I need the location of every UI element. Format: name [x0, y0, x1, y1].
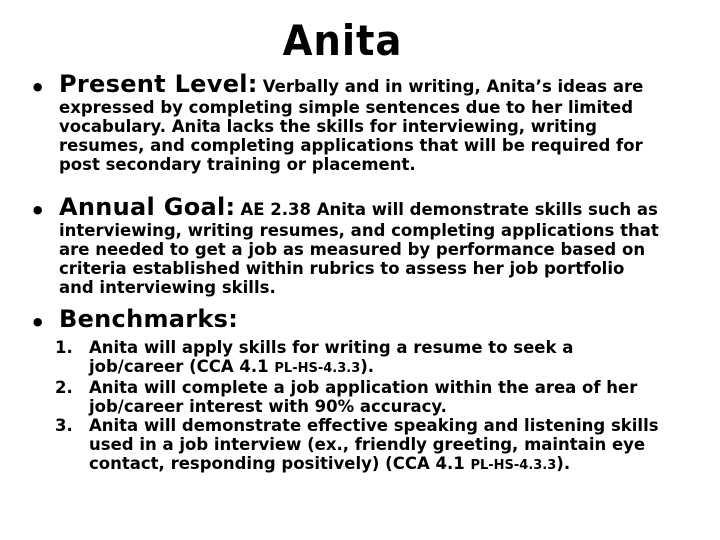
benchmark-text: contact, responding positively) (CCA 4.1 — [89, 454, 471, 473]
annual-goal-line: are needed to get a job as measured by performance based on — [59, 240, 646, 259]
bullet-icon: • — [30, 197, 46, 225]
present-level-section — [30, 70, 690, 185]
present-level-line: expressed by completing simple sentences due to her limited — [59, 98, 634, 117]
standard-code: PL-HS-4.3.3 — [470, 458, 557, 473]
benchmark-number: 3. — [55, 416, 73, 435]
annual-goal-heading: Annual Goal: — [59, 193, 236, 221]
benchmark-line: Anita will apply skills for writing a resume to seek a — [89, 338, 574, 357]
present-level-line: vocabulary. Anita lacks the skills for interviewing, writing — [59, 117, 597, 136]
annual-goal-line: criteria established within rubrics to assess her job portfolio — [59, 259, 625, 278]
annual-goal-lead: AE 2.38 Anita will demonstrate skills such as — [240, 200, 658, 219]
benchmark-item — [55, 416, 685, 475]
benchmark-item — [55, 338, 685, 378]
benchmarks-heading: Benchmarks: — [59, 305, 239, 333]
benchmark-number: 2. — [55, 378, 73, 397]
benchmark-text: ). — [360, 357, 375, 376]
benchmark-line — [89, 357, 685, 378]
annual-goal-line: and interviewing skills. — [59, 278, 276, 297]
present-level-lead: Verbally and in writing, Anita’s ideas are — [262, 77, 644, 96]
benchmark-number: 1. — [55, 338, 73, 357]
benchmarks-list — [55, 338, 685, 475]
present-level-line: post secondary training or placement. — [59, 155, 416, 174]
present-level-heading: Present Level: — [59, 70, 258, 98]
annual-goal-section — [30, 193, 690, 308]
bullet-icon: • — [30, 74, 46, 102]
bullet-icon: • — [30, 309, 46, 337]
benchmark-line: job/career interest with 90% accuracy. — [89, 397, 447, 416]
slide-title: Anita — [282, 16, 403, 65]
benchmark-line: Anita will complete a job application within the area of her — [89, 378, 638, 397]
benchmark-line: used in a job interview (ex., friendly greeting, maintain eye — [89, 435, 646, 454]
benchmark-line: Anita will demonstrate effective speaking and listening skills — [89, 416, 659, 435]
present-level-line: resumes, and completing applications that will be required for — [59, 136, 643, 155]
benchmark-item — [55, 378, 685, 416]
benchmark-text: ). — [556, 454, 571, 473]
standard-code: PL-HS-4.3.3 — [274, 361, 361, 376]
benchmark-text: job/career (CCA 4.1 — [89, 357, 275, 376]
benchmark-line — [89, 454, 685, 475]
benchmarks-section — [30, 305, 690, 339]
annual-goal-line: interviewing, writing resumes, and completing applications that — [59, 221, 659, 240]
